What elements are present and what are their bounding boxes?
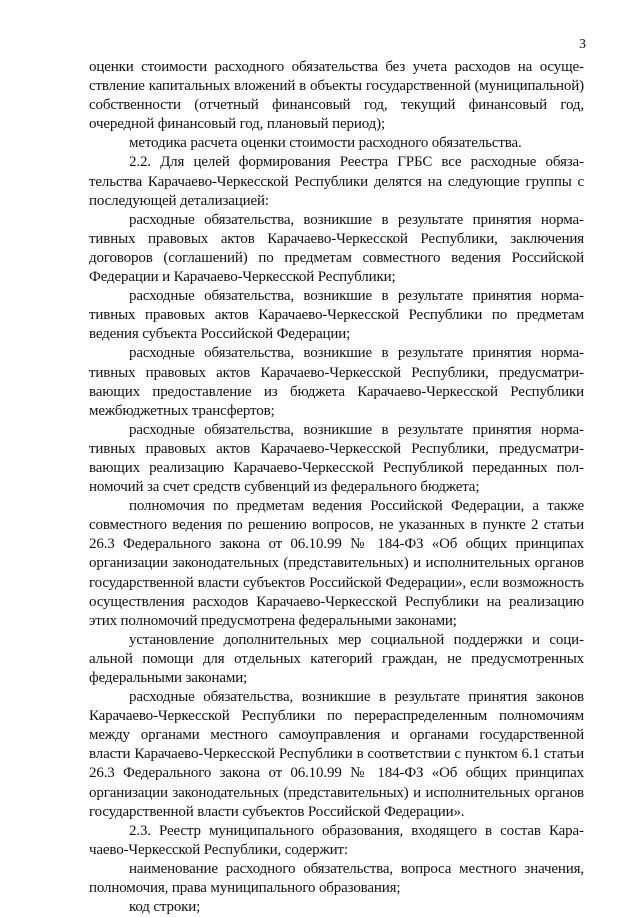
paragraph-section-2-3: 2.3. Реестр муниципального образования, входящего в состав Карачаево-Черкесской Республики, содержит: <box>89 822 584 858</box>
document-body <box>89 58 584 917</box>
paragraph-delegated-powers-obligations: расходные обязательства, возникшие в результате принятия нормативных правовых актов Карачаево-Черкесской Республики, предусматривающих реализацию Карачаево-Черкесской Республикой переданных полномочий за счет средств субвенций из федерального бюджета; <box>89 421 584 496</box>
paragraph-calculation-methodology: методика расчета оценки стоимости расходного обязательства. <box>129 135 522 152</box>
paragraph-cost-estimate-continuation: оценки стоимости расходного обязательства без учета расходов на осуществление капитальных вложений в объекты государственной (муниципальной) собственности (отчетный финансовый год, текущий финансовый год, очередной финансовый год, плановый период); <box>89 59 584 133</box>
paragraph-joint-jurisdiction-obligations: расходные обязательства, возникшие в результате принятия нормативных правовых актов Карачаево-Черкесской Республики, заключения договоров (соглашений) по предметам совместного ведения Российской Федерации и Карачаево-Черкесской Республики; <box>89 211 584 286</box>
paragraph-federal-powers: полномочия по предметам ведения Российской Федерации, а также совместного ведения по решению вопросов, не указанных в пункте 2 статьи 26.3 Федерального закона от 06.10.99 № 184-ФЗ «Об общих принципах организации законодательных (представительных) и исполнительных органов государственной власти субъектов Российской Федерации», если возможность осуществления расходов Карачаево-Черкесской Республики на реализацию этих полномочий предусмотрена федеральными законами; <box>89 498 584 629</box>
paragraph-interbudget-transfers-obligations: расходные обязательства, возникшие в результате принятия нормативных правовых актов Карачаево-Черкесской Республики, предусматривающих предоставление из бюджета Карачаево-Черкесской Республики межбюджетных трансфертов; <box>89 345 584 419</box>
paragraph-obligation-name: наименование расходного обязательства, вопроса местного значения, полномочия, права муниципального образования; <box>89 860 584 897</box>
paragraph-redistributed-powers-obligations: расходные обязательства, возникшие в результате принятия законов Карачаево-Черкесской Республики по перераспределенным полномочиям между органами местного самоуправления и органами государственной власти Карачаево-Черкесской Республики в соответствии с пунктом 6.1 статьи 26.3 Федерального закона от 06.10.99 № 184-ФЗ «Об общих принципах организации законодательных (представительных) и исполнительных органов государственной власти субъектов Российской Федерации». <box>89 689 584 820</box>
paragraph-additional-social-support: установление дополнительных мер социальной поддержки и социальной помощи для отдельных категорий граждан, не предусмотренных федеральными законами; <box>89 631 584 686</box>
paragraph-section-2-2: 2.2. Для целей формирования Реестра ГРБС все расходные обязательства Карачаево-Черкесской Республики делятся на следующие группы с последующей детализацией: <box>89 154 584 209</box>
paragraph-line-code: код строки; <box>129 899 201 916</box>
page-number: 3 <box>579 37 586 52</box>
paragraph-subject-jurisdiction-obligations: расходные обязательства, возникшие в результате принятия нормативных правовых актов Карачаево-Черкесской Республики по предметам ведения субъекта Российской Федерации; <box>89 288 584 343</box>
